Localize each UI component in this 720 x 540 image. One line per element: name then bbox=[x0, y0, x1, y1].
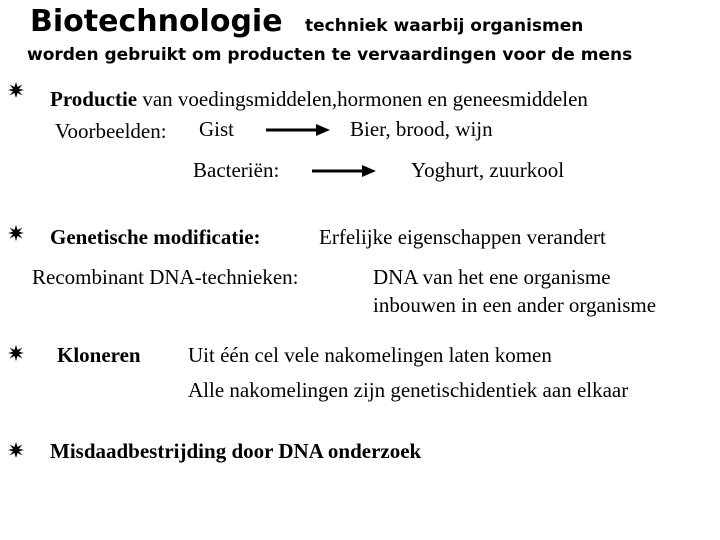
kloneren-line1: Uit één cel vele nakomelingen laten komen bbox=[188, 343, 552, 367]
productie-line bbox=[50, 86, 588, 112]
starburst-bullet-icon bbox=[8, 442, 24, 458]
right-arrow-icon bbox=[266, 124, 330, 136]
kloneren-line2: Alle nakomelingen zijn genetischidentiek aan elkaar bbox=[188, 378, 629, 402]
starburst-bullet-icon bbox=[8, 345, 24, 361]
example-gist-result: Bier, brood, wijn bbox=[350, 117, 493, 141]
recombinant-text-line2: inbouwen in een ander organisme bbox=[373, 293, 657, 317]
recombinant-label: Recombinant DNA-technieken: bbox=[32, 265, 299, 289]
title-subtitle-line2: worden gebruikt om producten te vervaardingen voor de mens bbox=[27, 45, 633, 65]
genetische-text: Erfelijke eigenschappen verandert bbox=[319, 225, 606, 249]
recombinant-text-line1: DNA van het ene organisme bbox=[373, 265, 611, 289]
example-bacterien: Bacteriën: bbox=[193, 158, 280, 182]
starburst-bullet-icon bbox=[8, 82, 24, 98]
kloneren-keyword: Kloneren bbox=[57, 343, 141, 367]
misdaad-keyword: Misdaadbestrijding door DNA onderzoek bbox=[50, 439, 422, 463]
example-gist: Gist bbox=[199, 117, 235, 141]
right-arrow-icon bbox=[312, 165, 376, 177]
genetische-keyword: Genetische modificatie: bbox=[50, 225, 261, 249]
title-main: Biotechnologie bbox=[30, 4, 283, 39]
starburst-bullet-icon bbox=[8, 225, 24, 241]
page-title bbox=[30, 4, 283, 40]
productie-text: van voedingsmiddelen,hormonen en geneesmiddelen bbox=[137, 87, 588, 111]
title-subtitle-line1: techniek waarbij organismen bbox=[305, 16, 584, 36]
productie-keyword: Productie bbox=[50, 87, 138, 111]
example-bacterien-result: Yoghurt, zuurkool bbox=[411, 158, 565, 182]
voorbeelden-label: Voorbeelden: bbox=[55, 119, 167, 143]
